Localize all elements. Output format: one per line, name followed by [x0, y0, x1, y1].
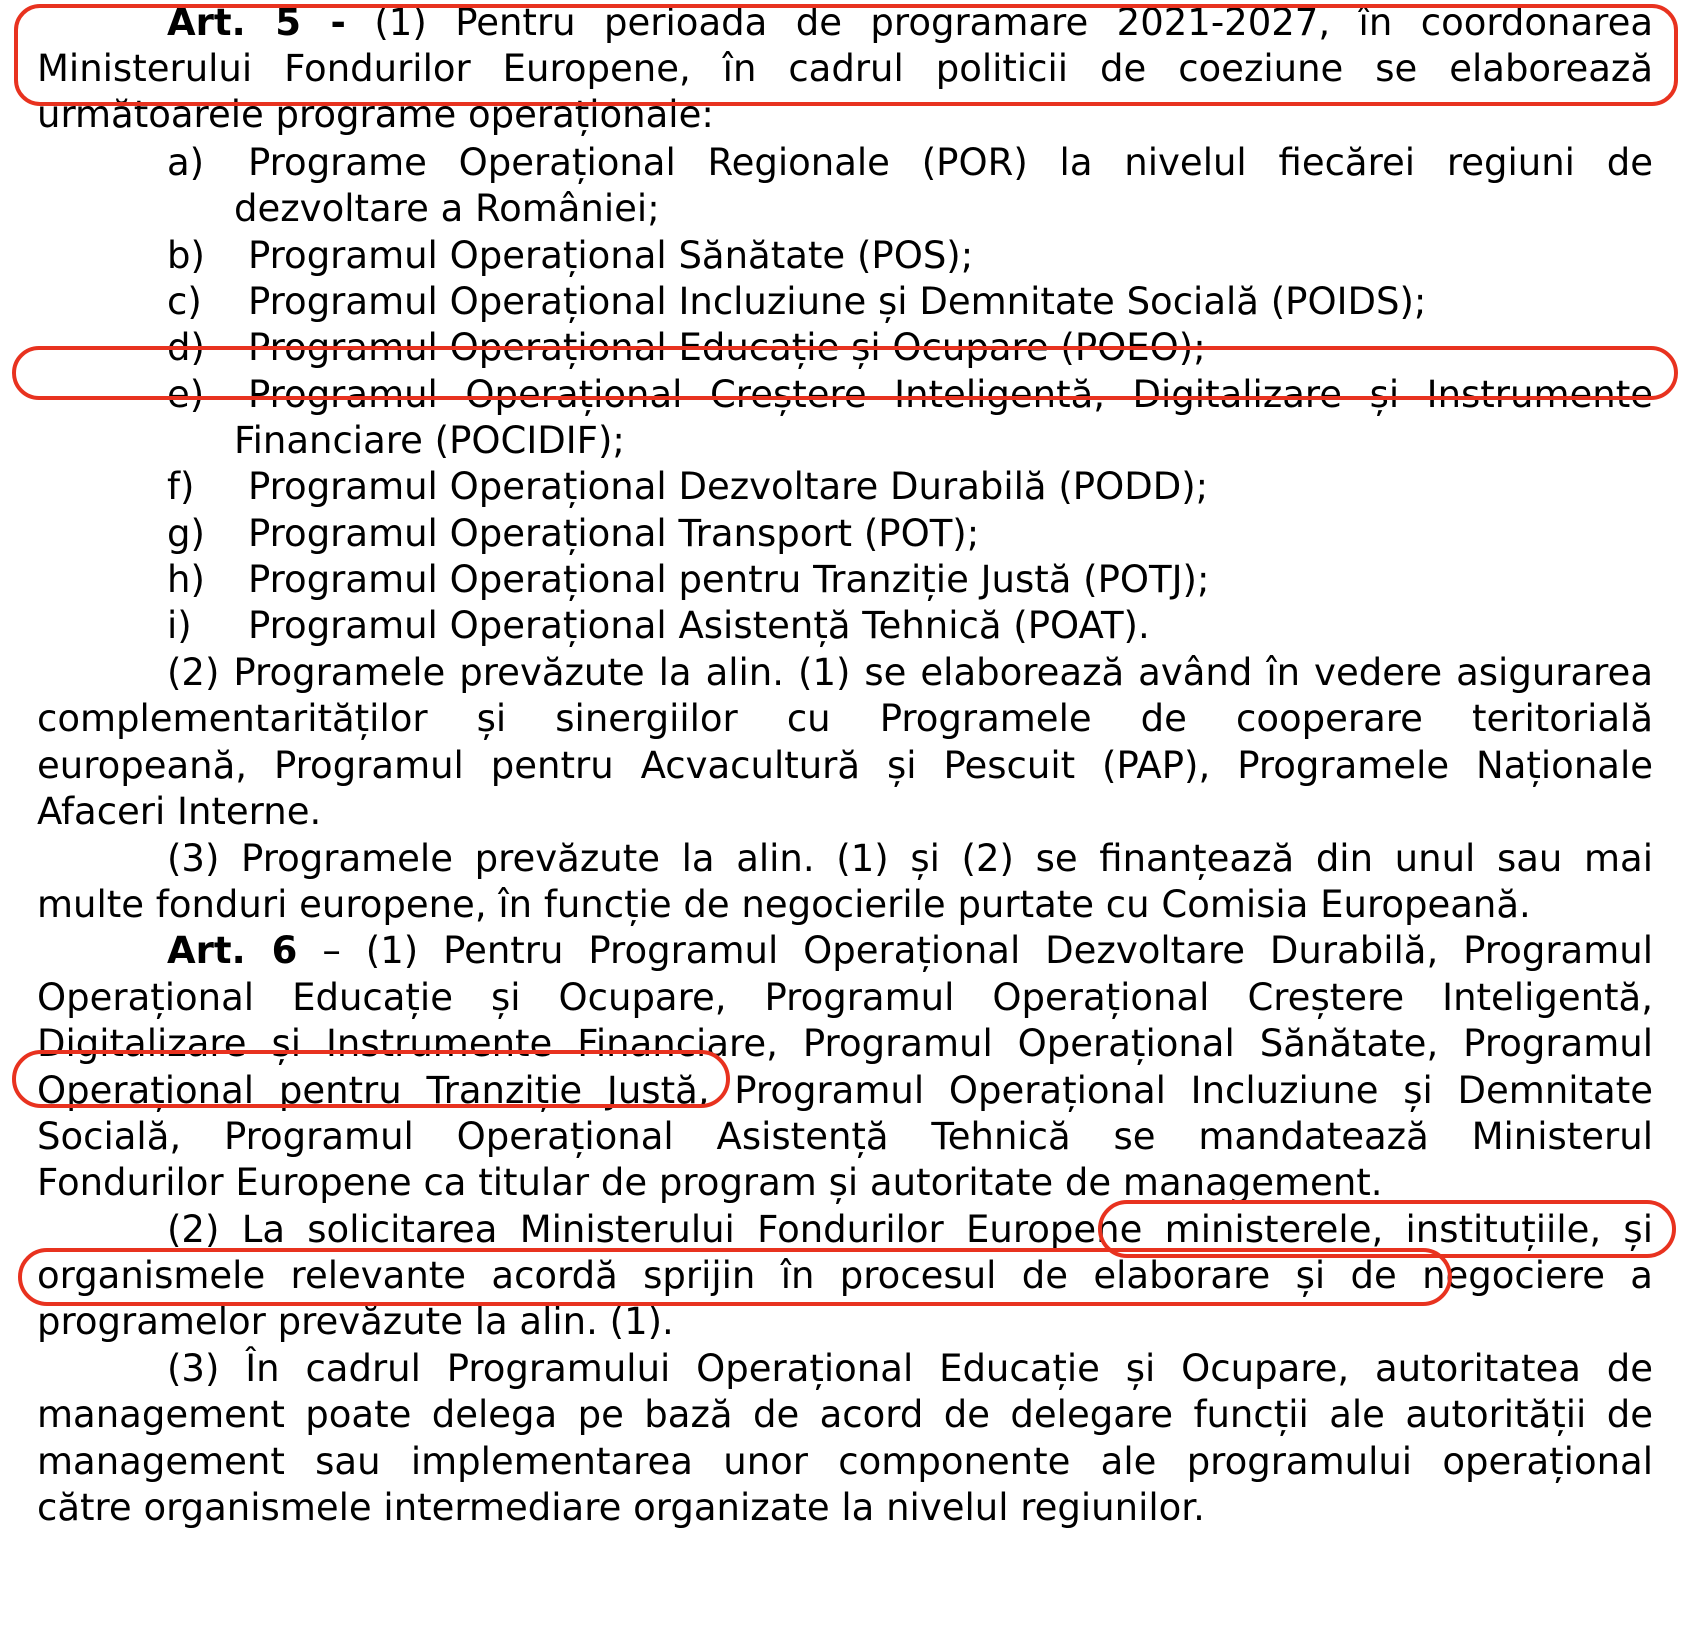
list-item-e-cont: Financiare (POCIDIF);: [234, 419, 625, 462]
art5-para2-line-3: europeană, Programul pentru Acvacultură și Pescuit (PAP), Programele Naționale: [37, 744, 1653, 787]
art6-para3-line-4: către organismele intermediare organizate la nivelul regiunilor.: [37, 1486, 1205, 1529]
art5-para2-line-2: complementarităților și sinergiilor cu Programele de cooperare teritorială: [37, 697, 1653, 740]
list-item-f: f) Programul Operațional Dezvoltare Durabilă (PODD);: [167, 465, 1209, 508]
list-item-i: i) Programul Operațional Asistență Tehnică (POAT).: [167, 604, 1150, 647]
list-item-c: c) Programul Operațional Incluziune și Demnitate Socială (POIDS);: [167, 280, 1427, 323]
art5-line-2: Ministerului Fondurilor Europene, în cadrul politicii de coeziune se elaborează: [37, 47, 1653, 90]
list-item-a-cont: dezvoltare a României;: [234, 187, 660, 230]
art6-line-6: Fondurilor Europene ca titular de program și autoritate de management.: [37, 1161, 1383, 1204]
art5-para3-line-1: (3) Programele prevăzute la alin. (1) și (2) se finanțează din unul sau mai: [167, 837, 1653, 880]
art5-line-3: următoarele programe operaționale:: [37, 93, 714, 136]
list-item-g: g) Programul Operațional Transport (POT);: [167, 512, 980, 555]
art6-line-3: Digitalizare și Instrumente Financiare, Programul Operațional Sănătate, Programul: [37, 1022, 1653, 1065]
list-item-d: d) Programul Operațional Educație și Ocupare (POEO);: [167, 326, 1206, 369]
art6-line-4: Operațional pentru Tranziție Justă, Programul Operațional Incluziune și Demnitate: [37, 1069, 1653, 1112]
list-item-h: h) Programul Operațional pentru Tranziție Justă (POTJ);: [167, 558, 1210, 601]
art6-para3-line-2: management poate delega pe bază de acord de delegare funcții ale autorității de: [37, 1393, 1653, 1436]
art6-para2-line-3: programelor prevăzute la alin. (1).: [37, 1300, 674, 1343]
art5-para2-line-1: (2) Programele prevăzute la alin. (1) se elaborează având în vedere asigurarea: [167, 651, 1653, 694]
art6-heading: Art. 6: [167, 929, 298, 972]
art6-para2-line-1: (2) La solicitarea Ministerului Fondurilor Europene ministerele, instituțiile, și: [167, 1208, 1653, 1251]
art6-line-1: Art. 6 – (1) Pentru Programul Operațional Dezvoltare Durabilă, Programul: [167, 929, 1653, 972]
art6-para3-line-1: (3) În cadrul Programului Operațional Educație și Ocupare, autoritatea de: [167, 1347, 1653, 1390]
art6-para3-line-3: management sau implementarea unor componente ale programului operațional: [37, 1440, 1653, 1483]
art5-line-1: Art. 5 - (1) Pentru perioada de programare 2021-2027, în coordonarea: [167, 1, 1654, 44]
art6-line-2: Operațional Educație și Ocupare, Programul Operațional Creștere Inteligentă,: [37, 976, 1653, 1019]
list-item-b: b) Programul Operațional Sănătate (POS);: [167, 234, 974, 277]
list-item-e: e) Programul Operațional Creștere Inteligentă, Digitalizare și Instrumente: [167, 373, 1653, 416]
art5-para2-line-4: Afaceri Interne.: [37, 790, 322, 833]
art6-line-5: Socială, Programul Operațional Asistență Tehnică se mandatează Ministerul: [37, 1115, 1653, 1158]
art6-para2-line-2: organismele relevante acordă sprijin în procesul de elaborare și de negociere a: [37, 1254, 1653, 1297]
art5-heading: Art. 5 -: [167, 1, 346, 44]
art5-para3-line-2: multe fonduri europene, în funcție de negocierile purtate cu Comisia Europeană.: [37, 883, 1531, 926]
list-item-a: a) Programe Operațional Regionale (POR) la nivelul fiecărei regiuni de: [167, 141, 1653, 184]
